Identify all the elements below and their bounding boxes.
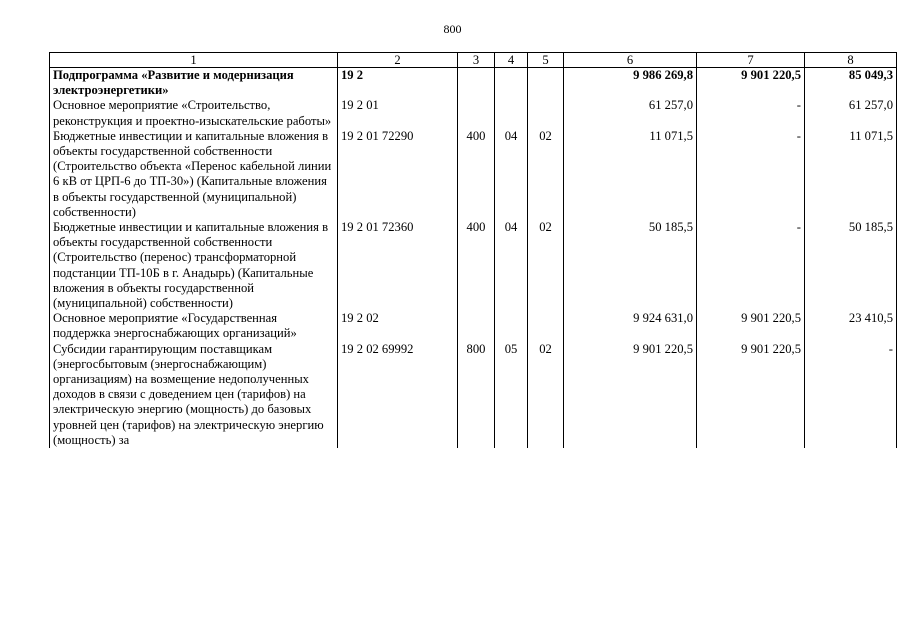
- table-row: [50, 129, 897, 220]
- row-amount-federal: -: [697, 129, 805, 220]
- table-row: [50, 98, 897, 128]
- row-amount-federal: -: [697, 220, 805, 311]
- row-amount: 9 901 220,5: [564, 342, 697, 448]
- column-header: 4: [495, 53, 528, 68]
- row-amount-regional: 85 049,3: [805, 68, 897, 99]
- column-header: 3: [458, 53, 495, 68]
- row-amount-regional: 11 071,5: [805, 129, 897, 220]
- row-vr-code: 400: [458, 220, 495, 311]
- row-amount-federal: -: [697, 98, 805, 128]
- row-vr-code: 400: [458, 129, 495, 220]
- row-rz-code: [495, 68, 528, 99]
- column-header: 7: [697, 53, 805, 68]
- row-pr-code: [528, 311, 564, 341]
- row-pr-code: [528, 98, 564, 128]
- row-name: Бюджетные инвестиции и капитальные вложения в объекты государственной собственности (Строительство объекта «Перенос кабельной линии 6 кВ от ЦРП-6 до ТП-30») (Капитальные вложения в объекты государственной (муниципальной) собственности): [50, 129, 338, 220]
- row-vr-code: 800: [458, 342, 495, 448]
- table-header: [50, 53, 897, 68]
- table-row: [50, 311, 897, 341]
- table-body: [50, 68, 897, 449]
- header-row: [50, 53, 897, 68]
- row-amount: 9 924 631,0: [564, 311, 697, 341]
- row-amount: 11 071,5: [564, 129, 697, 220]
- row-rz-code: [495, 98, 528, 128]
- row-pr-code: 02: [528, 220, 564, 311]
- column-header: 8: [805, 53, 897, 68]
- row-rz-code: 04: [495, 129, 528, 220]
- row-amount-regional: 61 257,0: [805, 98, 897, 128]
- row-csr-code: 19 2 02 69992: [338, 342, 458, 448]
- row-pr-code: [528, 68, 564, 99]
- row-pr-code: 02: [528, 129, 564, 220]
- page-number: 800: [443, 22, 462, 36]
- row-csr-code: 19 2 01 72360: [338, 220, 458, 311]
- row-vr-code: [458, 68, 495, 99]
- column-header: 6: [564, 53, 697, 68]
- row-amount: 61 257,0: [564, 98, 697, 128]
- row-name: Основное мероприятие «Государственная поддержка энергоснабжающих организаций»: [50, 311, 338, 341]
- row-amount: 9 986 269,8: [564, 68, 697, 99]
- row-csr-code: 19 2 01 72290: [338, 129, 458, 220]
- row-amount-federal: 9 901 220,5: [697, 68, 805, 99]
- row-csr-code: 19 2 02: [338, 311, 458, 341]
- column-header: 1: [50, 53, 338, 68]
- row-vr-code: [458, 98, 495, 128]
- row-pr-code: 02: [528, 342, 564, 448]
- row-amount-regional: -: [805, 342, 897, 448]
- row-amount: 50 185,5: [564, 220, 697, 311]
- row-amount-regional: 23 410,5: [805, 311, 897, 341]
- row-rz-code: [495, 311, 528, 341]
- column-header: 2: [338, 53, 458, 68]
- row-csr-code: 19 2 01: [338, 98, 458, 128]
- row-vr-code: [458, 311, 495, 341]
- budget-table: [49, 52, 897, 448]
- table-row: [50, 68, 897, 99]
- row-amount-federal: 9 901 220,5: [697, 311, 805, 341]
- table-row: [50, 342, 897, 448]
- row-amount-regional: 50 185,5: [805, 220, 897, 311]
- row-amount-federal: 9 901 220,5: [697, 342, 805, 448]
- table-row: [50, 220, 897, 311]
- column-header: 5: [528, 53, 564, 68]
- row-csr-code: 19 2: [338, 68, 458, 99]
- row-name: Подпрограмма «Развитие и модернизация электроэнергетики»: [50, 68, 338, 99]
- row-name: Субсидии гарантирующим поставщикам (энергосбытовым (энергоснабжающим) организациям) на возмещение недополученных доходов в связи с доведением цен (тарифов) на электрическую энергию (мощность) до базовых уровней цен (тарифов) на электрическую энергию (мощность) за: [50, 342, 338, 448]
- row-rz-code: 05: [495, 342, 528, 448]
- row-rz-code: 04: [495, 220, 528, 311]
- row-name: Основное мероприятие «Строительство, реконструкция и проектно-изыскательские работы»: [50, 98, 338, 128]
- row-name: Бюджетные инвестиции и капитальные вложения в объекты государственной собственности (Строительство (перенос) трансформаторной подстанции ТП-10Б в г. Анадырь) (Капитальные вложения в объекты государственной (муниципальной) собственности): [50, 220, 338, 311]
